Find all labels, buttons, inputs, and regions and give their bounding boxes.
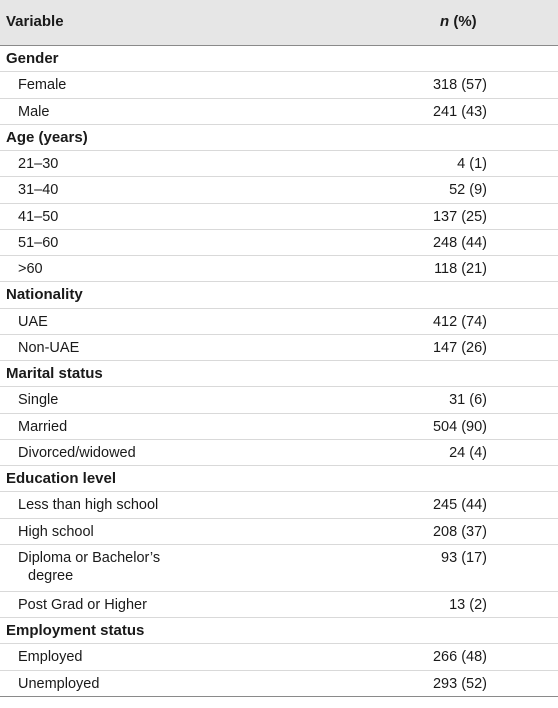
row-value: 293 (52)	[432, 675, 487, 692]
row-value: 93 (17)	[441, 549, 487, 566]
row-value: 248 (44)	[432, 234, 487, 251]
category-title: Nationality	[6, 286, 83, 304]
row-label-text: Single	[18, 392, 59, 409]
row-value: 24 (4)	[449, 444, 487, 461]
row-label-text: Unemployed	[18, 675, 100, 692]
category-title: Employment status	[6, 622, 145, 639]
row-label-text: High school	[18, 523, 94, 540]
row-value: 13 (2)	[449, 596, 487, 613]
row-value: 412 (74)	[432, 313, 487, 330]
table-row	[0, 545, 558, 592]
category-row	[0, 466, 558, 492]
category-title: Gender	[6, 50, 59, 67]
row-label-text: Diploma or Bachelor’s	[18, 549, 161, 566]
header-n-percent	[440, 13, 477, 30]
row-label-text: 31–40	[18, 182, 59, 199]
row-label-text: Non-UAE	[18, 339, 80, 356]
row-value: 318 (57)	[432, 77, 487, 94]
row-value: 266 (48)	[432, 649, 487, 666]
category-row	[0, 618, 558, 644]
table-row	[0, 230, 558, 256]
row-label-text: Less than high school	[18, 497, 159, 514]
table-row	[0, 256, 558, 282]
table-row	[0, 387, 558, 413]
category-row	[0, 125, 558, 151]
category-title: Education level	[6, 470, 117, 487]
row-value: 52 (9)	[449, 182, 487, 199]
table-header	[0, 0, 558, 46]
table-row	[0, 414, 558, 440]
table-row	[0, 177, 558, 203]
table-row	[0, 644, 558, 670]
category-title: Age (years)	[6, 128, 88, 146]
category-row	[0, 282, 558, 308]
row-label-text: Post Grad or Higher	[18, 596, 147, 613]
category-row	[0, 46, 558, 72]
row-label-text: Female	[18, 77, 67, 94]
table-row	[0, 492, 558, 518]
category-title: Marital status	[6, 365, 103, 382]
table-row	[0, 440, 558, 466]
row-value: 137 (25)	[432, 208, 487, 225]
table-row	[0, 204, 558, 230]
row-label-text: UAE	[18, 313, 48, 330]
row-label-continuation: degree	[28, 567, 74, 584]
row-value: 118 (21)	[434, 261, 487, 277]
row-label-text: Divorced/widowed	[18, 444, 136, 461]
row-label-text: 21–30	[18, 156, 59, 172]
table-row	[0, 335, 558, 361]
row-label-text: 41–50	[18, 208, 59, 225]
header-percent: (%)	[449, 13, 477, 30]
row-label-text: Male	[18, 103, 50, 120]
header-n: n	[440, 13, 450, 30]
row-label-text: >60	[18, 261, 43, 277]
table-row	[0, 72, 558, 98]
row-value: 31 (6)	[449, 392, 487, 409]
table-row	[0, 151, 558, 177]
table-row	[0, 519, 558, 545]
table-row	[0, 671, 558, 697]
table-row	[0, 309, 558, 335]
category-row	[0, 361, 558, 387]
row-label-text: Married	[18, 418, 68, 435]
row-value: 504 (90)	[432, 418, 487, 435]
row-value: 245 (44)	[432, 497, 487, 514]
table-row	[0, 99, 558, 125]
row-label-text: 51–60	[18, 234, 59, 251]
row-value: 4 (1)	[457, 156, 487, 172]
header-variable: Variable	[6, 13, 64, 30]
row-value: 208 (37)	[432, 523, 487, 540]
table-body	[0, 46, 558, 697]
row-label-text: Employed	[18, 649, 83, 666]
row-value: 147 (26)	[432, 339, 487, 356]
row-value: 241 (43)	[432, 103, 487, 120]
table-row	[0, 592, 558, 618]
